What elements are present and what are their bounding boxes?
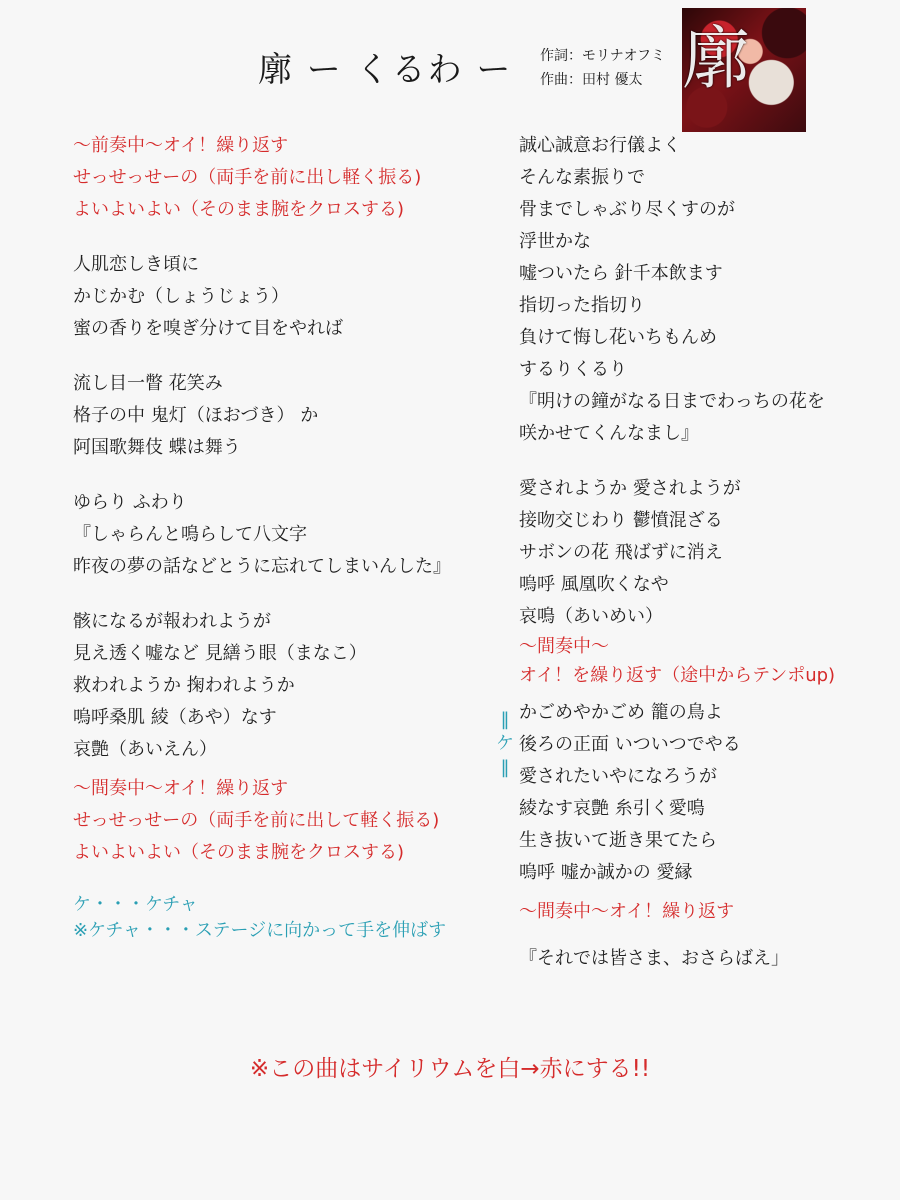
- closing-line: 『それでは皆さま、おさらばえ」: [519, 948, 789, 969]
- lyric-line: 見え透く嘘など 見繕う眼（まなこ）: [73, 643, 367, 664]
- lyric-line: 浮世かな: [519, 231, 591, 252]
- lyric-line: 蜜の香りを嗅ぎ分けて目をやれば: [73, 318, 343, 339]
- lyricist: 作詞：モリナオフミ: [540, 48, 666, 64]
- lyric-line: ゆらり ふわり: [73, 492, 187, 513]
- lyric-line: かじかむ（しょうじょう）: [73, 286, 289, 307]
- lyric-line: 嗚呼 嘘か誠かの 愛縁: [519, 862, 693, 883]
- lyric-line: 接吻交じわり 鬱憤混ざる: [519, 510, 723, 531]
- lyric-line: 愛されたいやになろうが: [519, 766, 717, 787]
- call-note: ※ケチャ・・・ステージに向かって手を伸ばす: [73, 920, 447, 941]
- lyric-line: 哀艶（あいえん）: [73, 739, 217, 760]
- lyric-line: 救われようか 掬われようか: [73, 675, 295, 696]
- left-lyrics-column: [73, 130, 451, 944]
- lyric-line: 阿国歌舞伎 蝶は舞う: [73, 437, 241, 458]
- lyric-line: サボンの花 飛ばずに消え: [519, 542, 723, 563]
- lyric-line: 『明けの鐘がなる日までわっちの花を: [519, 391, 825, 412]
- lyric-line: 負けて悔し花いちもんめ: [519, 327, 717, 348]
- lyric-line: 人肌恋しき頃に: [73, 254, 199, 275]
- lyric-line: かごめやかごめ 籠の鳥よ: [519, 702, 723, 723]
- lyric-line: 綾なす哀艶 糸引く愛鳴: [519, 798, 705, 819]
- interlude-line: よいよいよい（そのまま腕をクロスする): [73, 842, 405, 863]
- interlude-line: 〜間奏中〜オイ！繰り返す: [73, 778, 289, 799]
- call-line: ケ・・・ケチャ: [73, 894, 198, 915]
- credits: [540, 44, 665, 92]
- intro-line: よいよいよい（そのまま腕をクロスする): [73, 199, 405, 220]
- lyric-line: 指切った指切り: [519, 295, 645, 316]
- lyric-line: 後ろの正面 いついつでやる: [519, 734, 741, 755]
- footer-note: ※この曲はサイリウムを白→赤にする!!: [249, 1056, 651, 1082]
- right-lyrics-column: [519, 130, 835, 975]
- lyric-line: 『しゃらんと鳴らして八文字: [73, 524, 307, 545]
- lyric-line: 哀鳴（あいめい）: [519, 606, 663, 627]
- lyric-line: 生き抜いて逝き果てたら: [519, 830, 717, 851]
- lyric-line: するりくるり: [519, 359, 627, 380]
- composer: 作曲：田村 優太: [540, 72, 643, 88]
- lyric-line: 愛されようか 愛されようが: [519, 478, 741, 499]
- interlude-line: オイ！を繰り返す（途中からテンポup): [519, 665, 836, 686]
- outro-line: 〜間奏中〜オイ！繰り返す: [519, 901, 735, 922]
- lyric-line: そんな素振りで: [519, 167, 645, 188]
- lyric-line: 流し目一瞥 花笑み: [73, 373, 223, 394]
- lyric-line: 嘘ついたら 針千本飲ます: [519, 263, 723, 284]
- lyric-line: 咲かせてくんなまし』: [519, 423, 699, 444]
- lyric-line: 誠心誠意お行儀よく: [519, 135, 681, 156]
- lyric-line: 骸になるが報われようが: [73, 611, 271, 632]
- cover-kanji: 廓: [682, 20, 751, 99]
- song-title: 廓 ー くるわ ー: [258, 50, 513, 90]
- album-cover-image: [682, 8, 806, 132]
- lyric-line: 格子の中 鬼灯（ほおづき） か: [73, 405, 319, 426]
- lyric-line: 骨までしゃぶり尽くすのが: [519, 199, 735, 220]
- lyric-line: 昨夜の夢の話などとうに忘れてしまいんした』: [73, 556, 451, 577]
- interlude-line: せっせっせーの（両手を前に出して軽く振る): [73, 810, 440, 831]
- intro-line: せっせっせーの（両手を前に出し軽く振る): [73, 167, 422, 188]
- interlude-line: 〜間奏中〜: [519, 636, 609, 657]
- intro-line: 〜前奏中〜オイ！繰り返す: [73, 135, 289, 156]
- lyric-line: 嗚呼 風凰吹くなや: [519, 574, 669, 595]
- call-marker: ‖ ケ ‖: [496, 709, 514, 778]
- lyric-line: 嗚呼桑肌 綾（あや）なす: [73, 707, 277, 728]
